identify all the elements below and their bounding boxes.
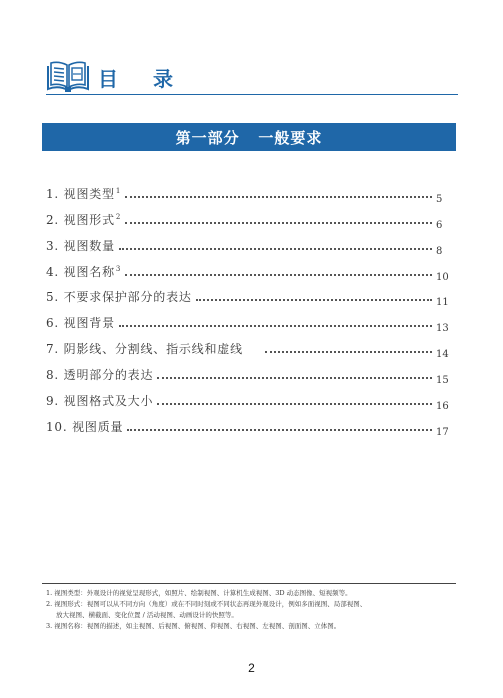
header-divider [46,94,458,95]
footnotes [46,588,456,632]
footnote-ref: 2 [115,212,122,221]
dot-leader [157,377,432,379]
toc-header [46,60,187,94]
toc-entry-3[interactable] [46,228,452,257]
toc-entry-label: 4. 视图名称 [46,264,115,279]
toc-entry-7[interactable] [46,331,452,361]
dot-leader [119,248,432,250]
toc-entry-label: 10. 视图质量 [46,419,124,434]
toc-entry-label: 7. 阴影线、分割线、指示线和虚线 [46,342,243,357]
dot-leader [119,325,432,327]
footnote-divider [42,583,456,584]
toc-page-number: 6 [436,219,443,231]
page-number: 2 [248,661,255,675]
toc-page-number: 8 [436,245,443,257]
dot-leader [125,274,432,276]
toc-entry-label: 6. 视图背景 [46,316,115,331]
dot-leader [196,299,432,301]
footnote-ref: 1 [115,186,122,195]
toc-page-number: 11 [436,297,449,309]
dot-leader [157,403,432,405]
dot-leader [265,351,432,353]
footnote-3 [46,621,456,632]
toc-page-number: 17 [436,426,449,438]
toc-entry-label: 8. 透明部分的表达 [46,368,154,383]
toc-entry-label: 5. 不要求保护部分的表达 [46,290,192,305]
footnote-text: 2. 视图形式：视图可以从不同方向（角度）或在不同时刻或不同状态再现外观设计，例如多面视图、局部视图、 [46,600,367,608]
footnote-text-continued: 放大视图、横截面、变化位置 / 活动视图、动画设计的快照等。 [56,611,238,619]
toc-page-number: 13 [436,323,449,335]
footnote-2 [46,599,456,621]
dot-leader [127,429,432,431]
toc-page-number: 5 [436,193,443,205]
section-banner: 第一部分 一般要求 [42,123,456,151]
page-title: 目 录 [98,66,187,91]
toc-entry-4[interactable] [46,254,452,283]
toc-page-number: 14 [436,349,449,361]
toc-entry-label: 9. 视图格式及大小 [46,394,154,409]
toc-entry-label: 3. 视图数量 [46,238,115,253]
toc-entry-label: 1. 视图类型 [46,186,115,201]
toc-entry-6[interactable] [46,305,452,335]
footnote-text: 3. 视图名称：视图的描述，如主视图、后视图、俯视图、仰视图、右视图、左视图、剖面图、立体图。 [46,622,341,630]
toc-entry-1[interactable] [46,176,452,205]
table-of-contents [46,176,452,438]
dot-leader [125,196,432,198]
book-icon [46,60,90,94]
toc-entry-label: 2. 视图形式 [46,212,115,227]
toc-entry-8[interactable] [46,357,452,387]
toc-entry-2[interactable] [46,202,452,231]
footnote-text: 1. 视图类型：外观设计的视觉呈现形式，如照片、绘制视图、计算机生成视图、3D 动态图像、短视频等。 [46,589,352,597]
footnote-ref: 3 [115,264,122,273]
toc-page-number: 10 [436,271,449,283]
dot-leader [125,222,432,224]
toc-entry-10[interactable] [46,409,452,438]
toc-entry-5[interactable] [46,280,452,309]
toc-page-number: 15 [436,375,449,387]
toc-page-number: 16 [436,401,449,413]
footnote-1 [46,588,456,599]
toc-entry-9[interactable] [46,383,452,413]
